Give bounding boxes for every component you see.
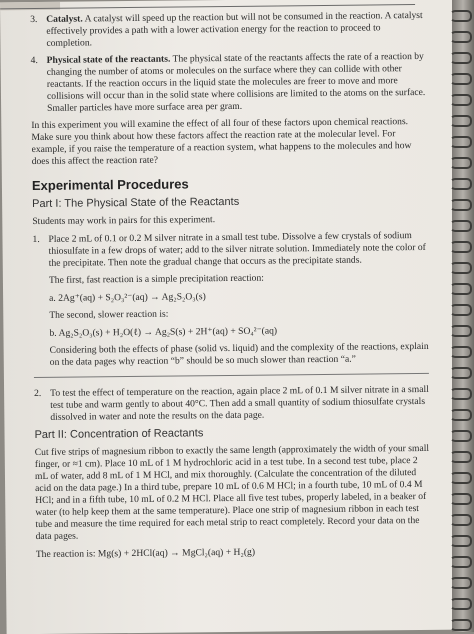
- page-content: [30, 10, 431, 567]
- binding-ring: [450, 241, 472, 253]
- binding-ring: [450, 535, 472, 547]
- binding-ring: [450, 304, 472, 316]
- binding-ring: [450, 388, 472, 400]
- factor-physical-state: [31, 51, 427, 115]
- spiral-binding: [452, 0, 474, 632]
- binding-ring: [450, 115, 472, 127]
- equation-a: a. 2Ag⁺(aq) + S₂O₃²⁻(aq) → Ag₂S₂O₃(s): [49, 291, 206, 304]
- binding-ring: [450, 178, 472, 190]
- step-text: Place 2 mL of 0.1 or 0.2 M silver nitrate in a small test tube. Dissolve a few crystals of sodium thiosulfate in a few drops of water; add to the silver nitrate solution. Immediately note the color of the precipitate. Then note the gradual change that occurs as the precipitate stands.: [48, 230, 426, 269]
- item-number: 4.: [30, 54, 38, 67]
- step-number: 2.: [34, 387, 42, 400]
- part-2-heading: Part II: Concentration of Reactants: [34, 427, 204, 442]
- step-text: To test the effect of temperature on the reaction, again place 2 mL of 0.1 M silver nitrate in a small test tube and warm gently to about 40°C. Then add a small quantity of sodium thiosulfate crystals dissolved in water and note the results on the data page.: [50, 383, 429, 423]
- part-1-heading: Part I: The Physical State of the Reactants: [32, 195, 240, 211]
- top-rule: [0, 4, 415, 9]
- intro-paragraph: In this experiment you will examine the effect of all four of these factors upon chemical reactions. Make sure you think about how these factors affect the reaction rate at the molecular level. For example, if you raise the temperature of a reaction system, what happens to the molecules and how does this affect the reaction rate?: [31, 116, 412, 168]
- binding-ring: [450, 346, 472, 358]
- item-number: 3.: [30, 13, 38, 26]
- binding-ring: [450, 556, 472, 568]
- binding-ring: [450, 31, 472, 43]
- fast-reaction-intro: The first, fast reaction is a simple precipitation reaction:: [48, 272, 264, 286]
- binding-ring: [450, 577, 472, 589]
- binding-ring: [450, 514, 472, 526]
- section-heading: Experimental Procedures: [31, 176, 189, 194]
- binding-ring: [450, 451, 472, 463]
- procedure-step-1: [32, 230, 427, 270]
- binding-ring: [450, 52, 472, 64]
- consider-question: Considering both the effects of phase (solid vs. liquid) and the complexity of the reactions, explain on the data pages why reaction “b” should be so much slower than reaction “a.”: [49, 340, 429, 368]
- procedure-step-2: [34, 384, 429, 424]
- item-title: Catalyst.: [46, 13, 83, 25]
- divider: [34, 373, 429, 378]
- item-title: Physical state of the reactants.: [46, 53, 171, 66]
- pairs-note: Students may work in pairs for this experiment.: [32, 214, 216, 228]
- step-number: 1.: [32, 233, 40, 246]
- binding-ring: [450, 262, 472, 274]
- binding-ring: [450, 220, 472, 232]
- part-2-text: Cut five strips of magnesium ribbon to exactly the same length (approximately the width of your small finger, or ≈1 cm). Place 10 mL of 1 M hydrochloric acid in a test tube. In a second test tube, place 2 mL of water, add 8 mL of 1 M HCl, and mix thoroughly. (Calculate the concentration of the diluted acid on the data page.) In a third tube, prepare 10 mL of 0.6 M HCl; in a fourth tube, 10 mL of 0.4 M HCl; and in a fifth tube, 10 mL of 0.2 M HCl. Place all five test tubes, properly labeled, in a beaker of water (to help keep them at the same temperature). Place one strip of magnesium ribbon in each test tube and measure the time required for each metal strip to react completely. Record your data on the data pages.: [34, 442, 430, 543]
- item-text: A catalyst will speed up the reaction but will not be consumed in the reaction. A catalyst effectively provides a path with a lower activation energy for the reaction to proceed to completion.: [46, 9, 423, 49]
- binding-ring: [450, 283, 472, 295]
- item-text: The physical state of the reactants affects the rate of a reaction by changing the number of atoms or molecules on the surface where they can collide with other reactants. If the reaction occurs in the liquid state the molecules are freer to move and more collisions will occur than in the solid state where collisions are limited to the atoms on the surface. Smaller particles have more surface area per gram.: [46, 50, 426, 114]
- binding-ring: [450, 10, 472, 22]
- binding-ring: [450, 367, 472, 379]
- binding-ring: [450, 430, 472, 442]
- binding-ring: [450, 409, 472, 421]
- equation-b: b. Ag₂S₂O₃(s) + H₂O(ℓ) → Ag₂S(s) + 2H⁺(aq) + SO₄²⁻(aq): [49, 325, 278, 339]
- binding-ring: [450, 472, 472, 484]
- factor-catalyst: [30, 10, 425, 50]
- binding-ring: [450, 493, 472, 505]
- binding-ring: [450, 325, 472, 337]
- binding-ring: [450, 136, 472, 148]
- binding-ring: [450, 94, 472, 106]
- binding-ring: [450, 199, 472, 211]
- binding-ring: [450, 598, 472, 610]
- binding-ring: [450, 619, 472, 631]
- slow-reaction-intro: The second, slower reaction is:: [49, 308, 169, 321]
- binding-ring: [450, 157, 472, 169]
- reaction-equation: The reaction is: Mg(s) + 2HCl(aq) → MgCl₂(aq) + H₂(g): [35, 546, 256, 561]
- binding-ring: [450, 73, 472, 85]
